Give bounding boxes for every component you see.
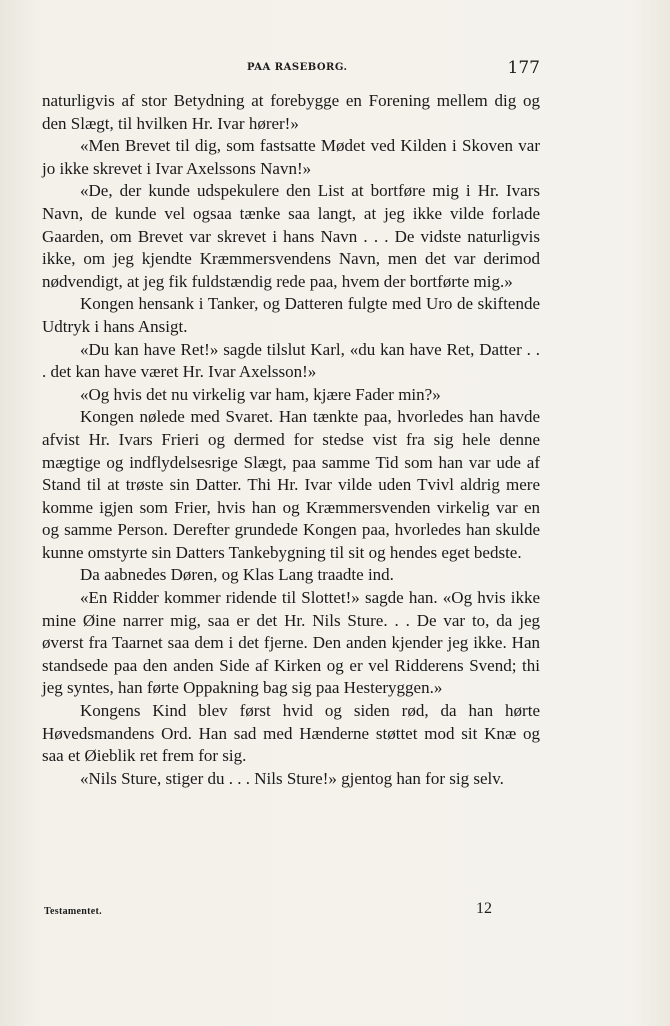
paragraph-8: Da aabnedes Døren, og Klas Lang traadte ind. <box>80 565 394 585</box>
page-footer <box>42 900 540 924</box>
paragraph-6: «Og hvis det nu virkelig var ham, kjære Fader min?» <box>80 384 441 404</box>
paragraph-5: «Du kan have Ret!» sagde tilslut Karl, «du kan have Ret, Datter . . . det kan have været Hr. Ivar Axelsson!» <box>42 339 540 382</box>
paragraph-7: Kongen nølede med Svaret. Han tænkte paa, hvorledes han havde afvist Hr. Ivars Frieri og dermed for stedse vist fra sig hele denne mægtige og indflydelsesrige Slægt, paa samme Tid som han var ude af Stand til at trøste sin Datter. Thi Hr. Ivar vilde uden Tvivl aldrig mere komme igjen som Frier, hvis han og Kræmmersvenden virkelig var en og samme Person. Derefter grundede Kongen paa, hvorledes han skulde kunne omstyrte sin Datters Tankebygning til sit og hendes eget bedste. <box>42 407 540 562</box>
paragraph-2: «Men Brevet til dig, som fastsatte Mødet ved Kilden i Skoven var jo ikke skrevet i Ivar Axelssons Navn!» <box>42 136 540 178</box>
running-head: PAA RASEBORG. <box>247 62 348 73</box>
paragraph-3: «De, der kunde udspekulere den List at bortføre mig i Hr. Ivars Navn, de kunde vel ogsaa tænke saa langt, at jeg ikke vilde forlade Gaarden, om Brevet var skrevet i hans Navn . . . De vidste naturligvis ikke, om jeg kjendte Kræmmersvendens Navn, men det var derimod nødvendigt, at jeg fik fuldstændig rede paa, hvem der bortførte mig.» <box>42 181 540 291</box>
paragraph-1: naturligvis af stor Betydning at forebygge en Forening mellem dig og den Slægt, til hvilken Hr. Ivar hører!» <box>42 91 540 133</box>
paragraph-10: Kongens Kind blev først hvid og siden rød, da han hørte Høvedsmandens Ord. Han sad med Hænderne støttet mod sit Knæ og saa et Øieblik ret frem for sig. <box>42 701 540 766</box>
body-text <box>42 90 540 790</box>
paragraph-9: «En Ridder kommer ridende til Slottet!» sagde han. «Og hvis ikke mine Øine narrer mig, saa er det Hr. Nils Sture. . . De var to, da jeg øverst fra Taarnet saa dem i det fjerne. Den anden kjender jeg ikke. Han standsede paa den anden Side af Kirken og er vel Ridderens Svend; thi jeg syntes, han førte Oppakning bag sig paa Hesteryggen.» <box>42 588 540 698</box>
paragraph-11: «Nils Sture, stiger du . . . Nils Sture!» gjentog han for sig selv. <box>80 768 504 788</box>
page-number: 177 <box>507 58 540 78</box>
signature-mark: Testamentet. <box>44 906 102 917</box>
page-header <box>42 58 540 82</box>
paragraph-4: Kongen hensank i Tanker, og Datteren fulgte med Uro de skiftende Udtryk i hans Ansigt. <box>42 294 540 336</box>
sheet-number: 12 <box>476 900 492 917</box>
